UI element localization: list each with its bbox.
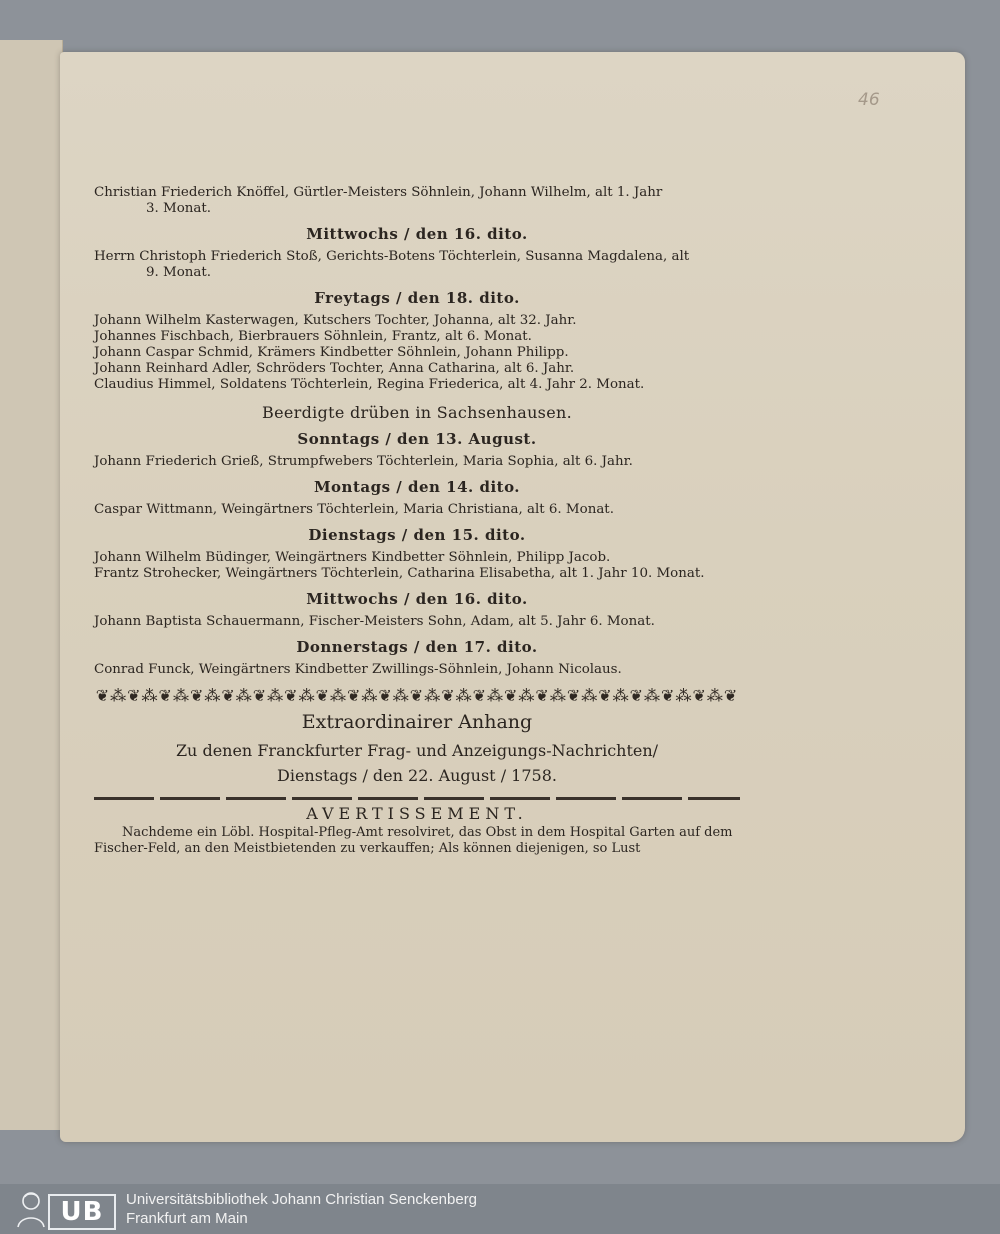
institution-city: Frankfurt am Main: [126, 1210, 248, 1227]
day-heading: Freytags / den 18. dito.: [314, 289, 520, 307]
avertissement-title: AVERTISSEMENT.: [306, 804, 528, 823]
horizontal-rule: [94, 797, 740, 800]
burial-entry: Johann Baptista Schauermann, Fischer-Meisters Sohn, Adam, alt 5. Jahr 6. Monat.: [94, 614, 655, 629]
facing-page-edge: [0, 40, 63, 1130]
burial-entry: Johannes Fischbach, Bierbrauers Söhnlein, Frantz, alt 6. Monat.: [94, 329, 532, 344]
ub-logo-text: UB: [48, 1194, 116, 1230]
burial-entry: Claudius Himmel, Soldatens Töchterlein, Regina Friederica, alt 4. Jahr 2. Monat.: [94, 377, 645, 392]
burial-entry: Johann Wilhelm Kasterwagen, Kutschers Tochter, Johanna, alt 32. Jahr.: [94, 313, 577, 328]
burial-entry: Herrn Christoph Friederich Stoß, Gerichts-Botens Töchterlein, Susanna Magdalena, alt 9. Monat.: [94, 249, 690, 280]
burial-entry: Johann Caspar Schmid, Krämers Kindbetter Söhnlein, Johann Philipp.: [94, 345, 569, 360]
portrait-icon: [14, 1189, 46, 1229]
page-number: 46: [858, 90, 880, 110]
avertissement-text: Nachdeme ein Löbl. Hospital-Pfleg-Amt resolviret, das Obst in dem Hospital Garten auf dem Fischer-Feld, an den Meistbietenden zu verkauffen; Als können diejenigen, so Lust: [94, 825, 733, 856]
burial-entry: Johann Reinhard Adler, Schröders Tochter, Anna Catharina, alt 6. Jahr.: [94, 361, 575, 376]
day-heading: Montags / den 14. dito.: [313, 478, 521, 496]
appendix-subtitle: Zu denen Franckfurter Frag- und Anzeigungs-Nachrichten/: [175, 741, 659, 760]
section-heading: Beerdigte drüben in Sachsenhausen.: [262, 403, 572, 422]
ub-logo[interactable]: [14, 1188, 118, 1230]
institution-name: Universitätsbibliothek Johann Christian Senckenberg: [126, 1191, 478, 1208]
day-heading: Donnerstags / den 17. dito.: [296, 638, 538, 656]
footer-institution: [126, 1190, 477, 1228]
page-content: [94, 185, 740, 857]
day-heading: Mittwochs / den 16. dito.: [306, 225, 528, 243]
appendix-date: Dienstags / den 22. August / 1758.: [277, 766, 557, 785]
day-heading: Mittwochs / den 16. dito.: [306, 590, 528, 608]
burial-entry: Christian Friederich Knöffel, Gürtler-Meisters Söhnlein, Johann Wilhelm, alt 1. Jahr 3. Monat.: [94, 185, 663, 216]
day-heading: Dienstags / den 15. dito.: [308, 526, 526, 544]
burial-entry: Johann Friederich Grieß, Strumpfwebers Töchterlein, Maria Sophia, alt 6. Jahr.: [94, 454, 633, 469]
burial-entry: Caspar Wittmann, Weingärtners Töchterlein, Maria Christiana, alt 6. Monat.: [94, 502, 614, 517]
ornament-divider: ❦⁂❦⁂❦⁂❦⁂❦⁂❦⁂❦⁂❦⁂❦⁂❦⁂❦⁂❦⁂❦⁂❦⁂❦⁂❦⁂❦⁂❦⁂❦⁂❦⁂❦: [95, 686, 739, 705]
burial-entry: Johann Wilhelm Büdinger, Weingärtners Kindbetter Söhnlein, Philipp Jacob.: [94, 550, 611, 565]
burial-entry: Frantz Strohecker, Weingärtners Töchterlein, Catharina Elisabetha, alt 1. Jahr 10. Monat.: [94, 566, 705, 581]
burial-entry: Conrad Funck, Weingärtners Kindbetter Zwillings-Söhnlein, Johann Nicolaus.: [94, 662, 622, 677]
day-heading: Sonntags / den 13. August.: [297, 430, 537, 448]
appendix-title: Extraordinairer Anhang: [301, 711, 533, 733]
